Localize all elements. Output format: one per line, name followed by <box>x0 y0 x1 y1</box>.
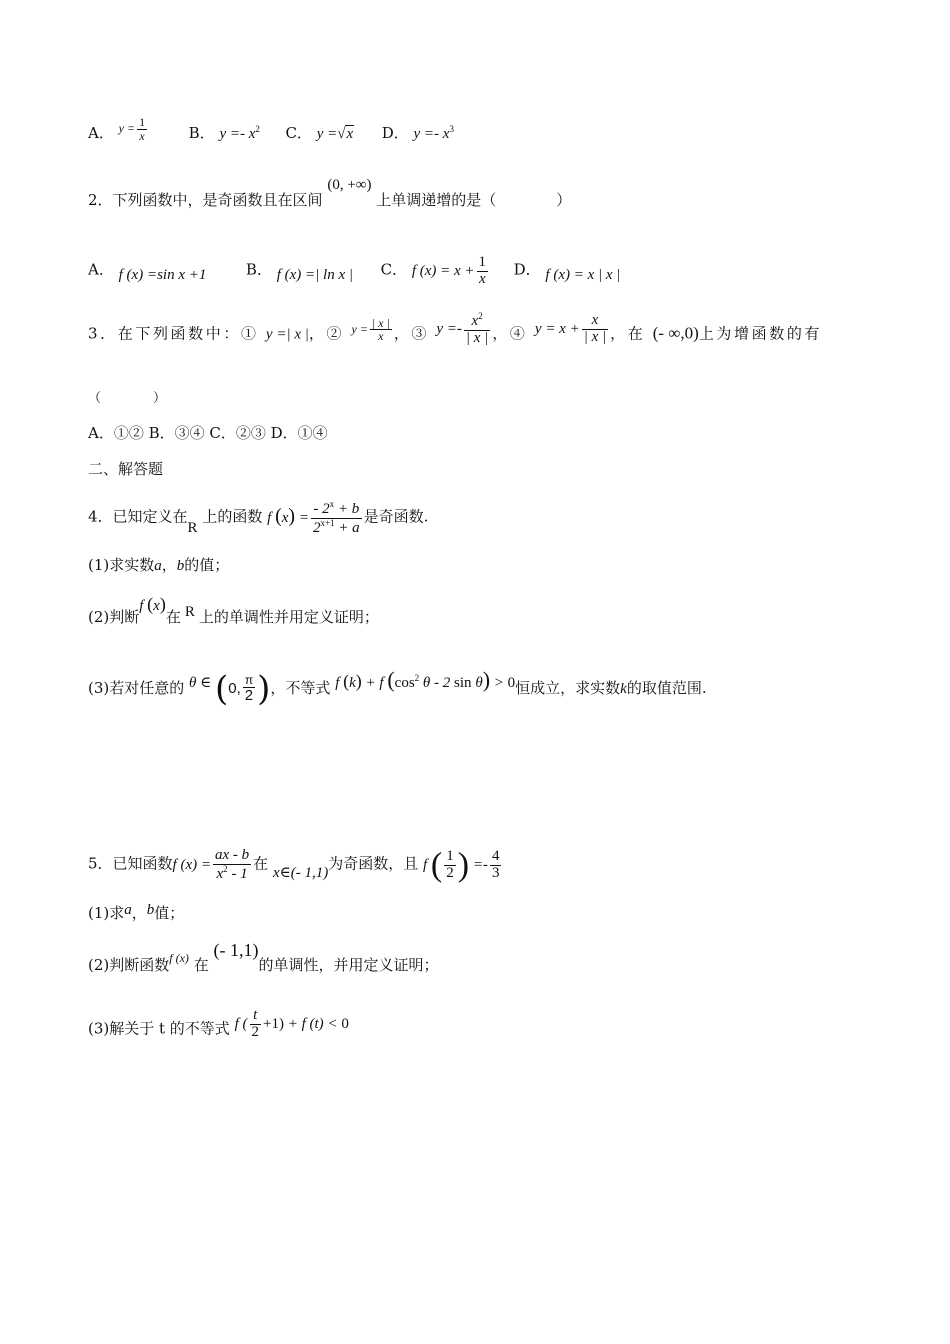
q2-option-c-label: C． <box>380 260 408 279</box>
q1-option-c-formula: y =√x <box>316 125 354 142</box>
q2-options <box>88 255 620 288</box>
q3-function-1: y =| x | <box>265 326 309 343</box>
q5-p2-function: f (x) <box>169 951 189 965</box>
q3-prefix: 3．在下列函数中：① <box>88 324 259 343</box>
q4-p2-R: R <box>184 604 195 620</box>
q5-part-2 <box>88 940 439 974</box>
q1-option-b-formula: $y =- x^2$ <box>219 123 260 142</box>
q4-p1-a: a <box>154 558 162 574</box>
q4-part-1 <box>88 558 229 574</box>
q5-mid1: 在 <box>253 854 269 873</box>
q2-option-a-formula: f (x) =sin x +1 <box>118 266 207 283</box>
q2-option-c-formula: f (x) = x + $\frac{1}{x}$ <box>411 254 487 287</box>
q5-domain: x∈(- 1,1) <box>272 864 329 881</box>
q5-prefix: 5．已知函数 <box>88 854 173 873</box>
q4-stem <box>88 500 428 537</box>
q4-function: f (x) = $\frac{- 2^x + b}{2^{x+1} + a}$ <box>267 499 360 536</box>
q2-option-d-label: D． <box>513 260 541 279</box>
q2-prefix: 2．下列函数中，是奇函数且在区间 <box>88 191 323 209</box>
q4-R: R <box>187 519 198 536</box>
q4-p3-mid: ，不等式 <box>270 679 331 697</box>
q1-option-d-formula: $y =- x^3$ <box>413 123 454 142</box>
q5-p2-suffix: 的单调性，并用定义证明； <box>258 956 439 974</box>
q4-p3-zero: 0, <box>228 680 241 697</box>
q5-p1-suffix: 值； <box>154 904 185 922</box>
q3-interval: (- ∞,0) <box>652 323 699 343</box>
q5-function: f (x) = $\frac{ax - b}{x^2 - 1}$ <box>172 847 250 882</box>
q3-suffix: 上为增函数的有 <box>698 324 823 343</box>
q4-p3-prefix: (3)若对任意的 <box>88 679 185 697</box>
q5-p1: (1)求 <box>88 904 125 922</box>
q2-stem <box>88 177 572 209</box>
q1-option-a-formula: y = 1 x <box>118 115 146 143</box>
q5-p1-a: a <box>124 902 132 918</box>
q3-paren: （ ） <box>88 391 167 406</box>
q2-option-b-label: B． <box>245 260 272 279</box>
q4-p2-suffix: 上的单调性并用定义证明； <box>198 608 379 626</box>
q3-sep-2: ，② <box>308 324 345 343</box>
q4-p2-function: f (x) <box>139 594 166 614</box>
q4-p3-theta-range: θ ∈ <box>189 675 216 691</box>
q4-p2-mid: 在 <box>165 608 181 626</box>
q1-option-a-label: A． <box>88 123 114 142</box>
q4-part-2 <box>88 594 379 626</box>
q5-part-3 <box>88 1007 349 1047</box>
q4-p3-inequality: f (k) + f ($\cos^2$ θ - 2 sin θ) > 0 <box>335 667 516 692</box>
q5-mid2: 为奇函数，且 <box>328 854 419 873</box>
q4-p3-pi-half: $\frac{\pi}{2}$ <box>244 673 254 704</box>
q4-part-3 <box>88 667 707 709</box>
q5-condition: f ( $\frac{1}{2}$ ) =- $\frac{4}{3}$ <box>422 846 500 884</box>
q5-p3-prefix: (3)解关于 t 的不等式 <box>88 1019 230 1038</box>
q4-p3-end: 的取值范围. <box>626 679 707 697</box>
q1-option-c-label: C． <box>285 123 312 142</box>
q4-p1-b: b <box>176 558 185 574</box>
q5-p3-inequality: f ( $\frac{t}{2}$ +1) + f (t) < 0 <box>234 1007 349 1040</box>
section-heading: 二、解答题 <box>88 460 164 478</box>
q4-p3-right-paren: ) <box>257 669 271 709</box>
q2-option-a-label: A． <box>88 260 114 279</box>
q4-suffix: 是奇函数. <box>363 507 429 526</box>
q3-sep-3: ，③ <box>393 324 430 343</box>
q4-mid: 上的函数 <box>202 507 263 526</box>
q5-p2-interval: (- 1,1) <box>213 940 259 960</box>
q5-part-1: (1)求a，b值； <box>88 902 185 922</box>
q4-p1-sep: ， <box>161 556 177 574</box>
q4-prefix: 4．已知定义在 <box>88 507 188 526</box>
q3-stem <box>88 311 823 353</box>
q5-p2-prefix: (2)判断函数 <box>88 956 170 974</box>
q3-function-3: y =- $\frac{x^2}{| x |}$ <box>436 311 489 346</box>
q4-p3-suffix: 恒成立，求实数 <box>515 679 621 697</box>
q4-p3-left-paren: ( <box>215 669 229 709</box>
q5-p1-b: b <box>146 902 155 918</box>
q3-function-2: y = | x | x <box>351 315 390 344</box>
q4-p1-suffix: 的值； <box>184 556 230 574</box>
q1-option-d-label: D． <box>381 123 409 142</box>
q1-option-b-label: B． <box>188 123 215 142</box>
q2-option-d-formula: f (x) = x | x | <box>545 266 621 283</box>
q4-p3-k: k <box>620 681 627 697</box>
q4-p2-prefix: (2)判断 <box>88 608 140 626</box>
q5-stem <box>88 848 503 883</box>
q4-p1-prefix: (1)求实数 <box>88 556 155 574</box>
q1-options <box>88 115 454 148</box>
q5-p2-mid: 在 <box>193 956 209 974</box>
q2-option-b-formula: f (x) =| ln x | <box>276 266 353 283</box>
q3-sep-4: ，④ <box>492 324 528 343</box>
q3-options: A．①② B．③④ C．②③ D．①④ <box>88 424 328 442</box>
q2-suffix: 上单调递增的是（ ） <box>376 191 572 209</box>
q3-after-interval-prefix: ，在 <box>610 324 646 343</box>
q2-interval: (0, +∞) <box>327 177 372 193</box>
q3-function-4: y = x + $\frac{x}{| x |}$ <box>534 312 607 345</box>
